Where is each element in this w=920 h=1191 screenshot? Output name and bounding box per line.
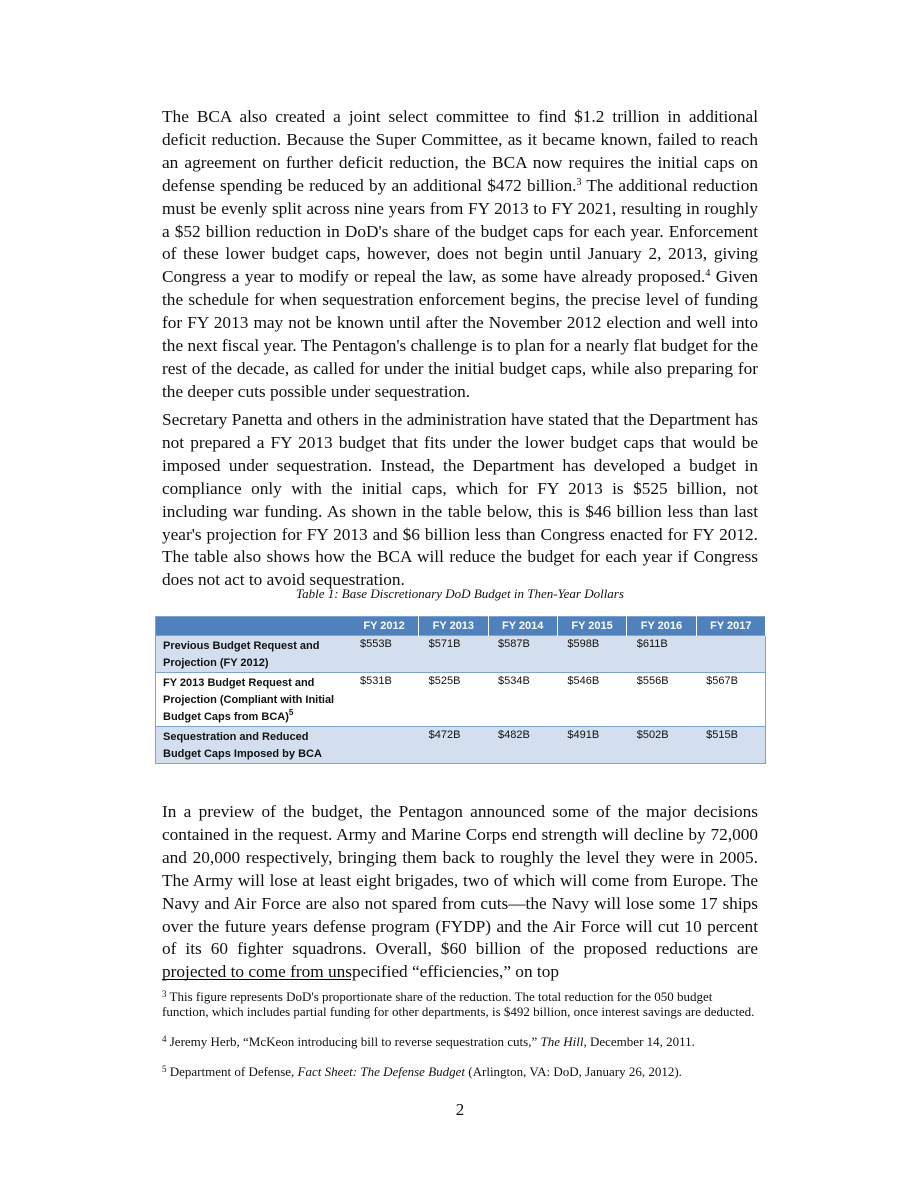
table-header-cell: FY 2017 [696, 617, 765, 636]
paragraph-text: Given the schedule for when sequestration enforcement begins, the precise level of funding for FY 2013 may not be known until after the November 2012 election and well into the next fiscal year. The Pentagon's challenge is to plan for a nearly flat budget for the rest of the decade, as called for under the initial budget caps, while also preparing for the deeper cuts possible under sequestration. [162, 267, 758, 401]
table-header-cell: FY 2012 [350, 617, 419, 636]
table-cell: $546B [557, 673, 626, 727]
table-cell: $556B [627, 673, 696, 727]
table-cell: $525B [419, 673, 488, 727]
row-label: Previous Budget Request and Projection (FY 2012) [156, 636, 351, 673]
footnote-text: Jeremy Herb, “McKeon introducing bill to reverse sequestration cuts,” [166, 1034, 541, 1049]
table-cell: $482B [488, 727, 557, 764]
footnote-number: 5 [162, 1064, 167, 1074]
footnote-text: (Arlington, VA: DoD, January 26, 2012). [465, 1064, 682, 1079]
footnote-reference-5[interactable]: 5 [288, 708, 294, 717]
table-caption: Table 1: Base Discretionary DoD Budget in Then-Year Dollars [296, 586, 624, 601]
table-cell: $472B [419, 727, 488, 764]
footnote-reference-3[interactable]: 3 [576, 176, 582, 188]
footnote-text: This figure represents DoD's proportionate share of the reduction. The total reduction for the 050 budget function, which includes partial funding for other departments, is $492 billion, once interest savings are deducted. [162, 989, 755, 1019]
table-cell: $491B [557, 727, 626, 764]
row-label-text: FY 2013 Budget Request and Projection (Compliant with Initial Budget Caps from BCA) [163, 677, 335, 723]
table-row [156, 636, 766, 673]
table-row [156, 673, 766, 727]
body-paragraph-2: Secretary Panetta and others in the administration have stated that the Department has not prepared a FY 2013 budget that fits under the lower budget caps that would be imposed under sequestration. Instead, the Department has developed a budget in compliance only with the initial caps, which for FY 2013 is $525 billion, not including war funding. As shown in the table below, this is $46 billion less than last year's projection for FY 2013 and $6 billion less than Congress enacted for FY 2012. The table also shows how the BCA will reduce the budget for each year if Congress does not act to avoid sequestration. [162, 410, 758, 590]
footnote-5 [162, 1065, 758, 1080]
table-row [156, 727, 766, 764]
table-cell: $553B [350, 636, 419, 673]
footnote-text: Department of Defense, [166, 1064, 298, 1079]
table-cell [350, 727, 419, 764]
footnote-3 [162, 990, 758, 1019]
table-cell: $571B [419, 636, 488, 673]
table-header-cell: FY 2016 [627, 617, 696, 636]
table-cell: $531B [350, 673, 419, 727]
table-header-cell: FY 2014 [488, 617, 557, 636]
page-number: 2 [455, 1100, 465, 1119]
row-label [156, 673, 351, 727]
table-cell: $515B [696, 727, 765, 764]
table-header-blank [156, 617, 351, 636]
paragraph-text: The BCA also created a joint select committee to find $1.2 trillion in additional deficit reduction. Because the Super Committee, as it became known, failed to reach an agreement on further deficit reduction, the BCA now requires the initial caps on defense spending be reduced by an additional $472 billion. [162, 107, 758, 195]
table-header-cell: FY 2015 [557, 617, 626, 636]
budget-table [155, 616, 766, 764]
footnote-separator [162, 979, 351, 980]
table-cell: $611B [627, 636, 696, 673]
table-cell [696, 636, 765, 673]
paragraph-text: The additional reduction must be evenly split across nine years from FY 2013 to FY 2021, resulting in roughly a $52 billion reduction in DoD's share of the budget caps for each year. Enforcement of these lower budget caps, however, does not begin until January 2, 2013, giving Congress a year to modify or repeal the law, as some have already proposed. [162, 175, 758, 287]
table-cell: $598B [557, 636, 626, 673]
footnote-number: 4 [162, 1034, 167, 1044]
table-cell: $567B [696, 673, 765, 727]
table-cell: $502B [627, 727, 696, 764]
footnote-italic-title: The Hill [540, 1034, 584, 1049]
table-header-row [156, 617, 766, 636]
table-cell: $534B [488, 673, 557, 727]
footnote-4 [162, 1035, 758, 1050]
footnote-reference-4[interactable]: 4 [705, 268, 711, 280]
body-paragraph-1 [162, 106, 758, 404]
table-header-cell: FY 2013 [419, 617, 488, 636]
table-cell: $587B [488, 636, 557, 673]
row-label: Sequestration and Reduced Budget Caps Imposed by BCA [156, 727, 351, 764]
footnote-number: 3 [162, 989, 167, 999]
body-paragraph-3: In a preview of the budget, the Pentagon announced some of the major decisions contained in the request. Army and Marine Corps end strength will decline by 72,000 and 20,000 respectively, bringing them back to roughly the level they were in 2005. The Army will lose at least eight brigades, two of which will come from Europe. The Navy and Air Force are also not spared from cuts—the Navy will lose some 17 ships over the future years defense program (FYDP) and the Air Force will cut 10 percent of its 60 fighter squadrons. Overall, $60 billion of the proposed reductions are projected to come from unspecified “efficiencies,” on top [162, 802, 758, 982]
footnote-italic-title: Fact Sheet: The Defense Budget [297, 1064, 466, 1079]
footnote-text: , December 14, 2011. [583, 1034, 695, 1049]
